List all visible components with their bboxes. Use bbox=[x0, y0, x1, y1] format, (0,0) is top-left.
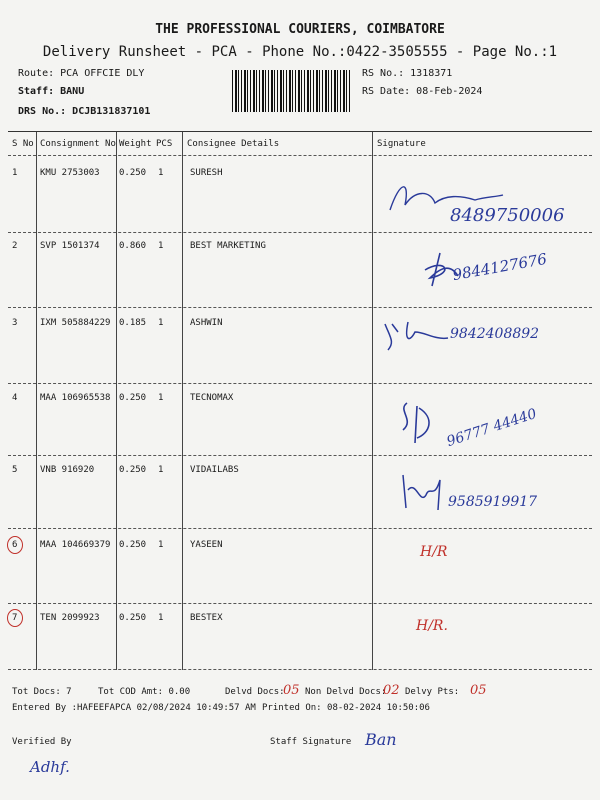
route-label: Route: PCA OFFCIE DLY bbox=[18, 68, 145, 79]
row-sno: 5 bbox=[12, 465, 18, 475]
header-divider bbox=[8, 155, 592, 156]
row-divider bbox=[8, 603, 592, 604]
row-sno: 6 bbox=[12, 540, 18, 550]
row-divider bbox=[8, 383, 592, 384]
row-weight: 0.860 bbox=[119, 241, 147, 251]
verified-by-label: Verified By bbox=[12, 737, 72, 747]
non-delivered-value: 02 bbox=[383, 683, 400, 698]
delivered-docs-value: 05 bbox=[283, 683, 300, 698]
row-consignee: BEST MARKETING bbox=[190, 241, 266, 251]
row-consignment: MAA 106965538 bbox=[40, 393, 111, 403]
row-phone: 9585919917 bbox=[448, 494, 538, 510]
row-weight: 0.250 bbox=[119, 168, 147, 178]
row-weight: 0.250 bbox=[119, 393, 147, 403]
row-consignee: YASEEN bbox=[190, 540, 223, 550]
row-consignee: BESTEX bbox=[190, 613, 223, 623]
staff-signature: Ban bbox=[365, 730, 397, 749]
col-divider bbox=[116, 132, 117, 670]
barcode bbox=[232, 70, 352, 112]
row-weight: 0.250 bbox=[119, 540, 147, 550]
row-divider bbox=[8, 669, 592, 670]
row-consignee: VIDAILABS bbox=[190, 465, 239, 475]
row-pcs: 1 bbox=[158, 465, 164, 475]
table-top-rule bbox=[8, 131, 592, 132]
col-header-pcs: PCS bbox=[156, 139, 173, 149]
row-divider bbox=[8, 455, 592, 456]
col-header-consignee: Consignee Details bbox=[187, 139, 280, 149]
signature-scribble bbox=[398, 470, 443, 515]
row-pcs: 1 bbox=[158, 540, 164, 550]
row-pcs: 1 bbox=[158, 168, 164, 178]
row-consignment: IXM 505884229 bbox=[40, 318, 111, 328]
col-header-signature: Signature bbox=[377, 139, 426, 149]
runsheet-subtitle: Delivery Runsheet - PCA - Phone No.:0422-3505555 - Page No.:1 bbox=[42, 44, 558, 60]
row-phone: H/R. bbox=[416, 618, 448, 634]
signature-scribble bbox=[395, 398, 445, 448]
col-divider bbox=[372, 132, 373, 670]
delivery-points-value: 05 bbox=[470, 683, 487, 698]
row-consignee: SURESH bbox=[190, 168, 223, 178]
row-pcs: 1 bbox=[158, 318, 164, 328]
total-cod: Tot COD Amt: 0.00 bbox=[98, 687, 191, 697]
col-header-weight: Weight bbox=[119, 139, 152, 149]
printed-on: Printed On: 08-02-2024 10:50:06 bbox=[262, 703, 430, 713]
row-phone: 9844127676 bbox=[451, 249, 549, 285]
row-phone: 96777 44440 bbox=[444, 405, 539, 451]
row-phone: H/R bbox=[420, 544, 448, 560]
total-docs: Tot Docs: 7 bbox=[12, 687, 72, 697]
row-sno: 7 bbox=[12, 613, 18, 623]
rs-number: RS No.: 1318371 bbox=[362, 68, 453, 79]
row-divider bbox=[8, 307, 592, 308]
row-weight: 0.250 bbox=[119, 465, 147, 475]
row-phone: 8489750006 bbox=[450, 205, 565, 226]
row-sno: 3 bbox=[12, 318, 18, 328]
row-pcs: 1 bbox=[158, 241, 164, 251]
col-divider bbox=[36, 132, 37, 670]
row-sno: 2 bbox=[12, 241, 18, 251]
rs-date: RS Date: 08-Feb-2024 bbox=[362, 86, 483, 97]
row-consignment: KMU 2753003 bbox=[40, 168, 100, 178]
row-sno: 4 bbox=[12, 393, 18, 403]
row-divider bbox=[8, 528, 592, 529]
col-header-consignment: Consignment No bbox=[40, 139, 116, 149]
company-title: THE PROFESSIONAL COURIERS, COIMBATORE bbox=[155, 22, 445, 37]
delivery-points-label: Delvy Pts: bbox=[405, 687, 460, 697]
row-sno: 1 bbox=[12, 168, 18, 178]
col-divider bbox=[182, 132, 183, 670]
row-consignment: SVP 1501374 bbox=[40, 241, 100, 251]
row-pcs: 1 bbox=[158, 613, 164, 623]
row-consignment: MAA 104669379 bbox=[40, 540, 111, 550]
row-consignee: ASHWIN bbox=[190, 318, 223, 328]
row-divider bbox=[8, 232, 592, 233]
col-header-sno: S No bbox=[12, 139, 34, 149]
signature-scribble bbox=[380, 312, 450, 352]
delivered-docs-label: Delvd Docs: bbox=[225, 687, 285, 697]
staff-signature-label: Staff Signature bbox=[270, 737, 352, 747]
row-consignee: TECNOMAX bbox=[190, 393, 234, 403]
drs-number: DRS No.: DCJB131837101 bbox=[18, 106, 151, 117]
row-consignment: TEN 2099923 bbox=[40, 613, 100, 623]
row-consignment: VNB 916920 bbox=[40, 465, 95, 475]
row-weight: 0.185 bbox=[119, 318, 147, 328]
entered-by: Entered By :HAFEEFAPCA 02/08/2024 10:49:57 AM bbox=[12, 703, 256, 713]
row-pcs: 1 bbox=[158, 393, 164, 403]
row-weight: 0.250 bbox=[119, 613, 147, 623]
staff-label: Staff: BANU bbox=[18, 86, 85, 97]
non-delivered-label: Non Delvd Docs: bbox=[305, 687, 387, 697]
verified-signature: Adhf. bbox=[30, 758, 70, 776]
row-phone: 9842408892 bbox=[450, 326, 540, 342]
